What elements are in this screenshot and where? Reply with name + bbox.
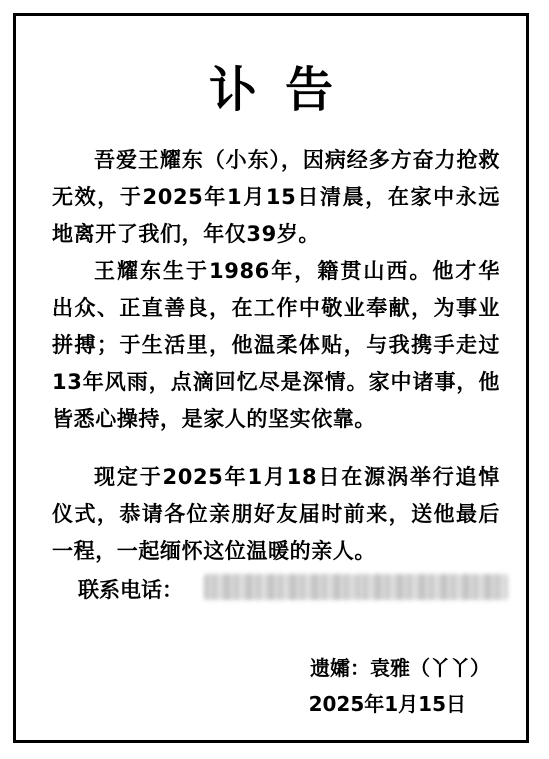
paragraph-memorial-service: 现定于2025年1月18日在源涡举行追悼仪式，恭请各位亲朋好友届时前来，送他最后一程，一起缅怀这位温暖的亲人。 [52, 465, 500, 563]
notice-date: 2025年1月15日 [308, 692, 466, 716]
notice-title: 讣告 [208, 62, 361, 118]
obituary-notice [13, 13, 529, 743]
contact-label: 联系电话： [78, 577, 183, 602]
paragraph-announcement: 吾爱王耀东（小东），因病经多方奋力抢救无效，于2025年1月15日清晨，在家中永远地离开了我们，年仅39岁。 [52, 148, 500, 246]
redacted-phone-number [355, 574, 508, 600]
signature: 遗孀：袁雅（丫丫） [310, 656, 490, 680]
redacted-phone-number [204, 574, 356, 600]
paragraph-biography: 王耀东生于1986年，籍贯山西。他才华出众、正直善良，在工作中敬业奉献，为事业拼搏；于生活里，他温柔体贴，与我携手走过13年风雨，点滴回忆尽是深情。家中诸事，他皆悉心操持，是家人的坚实依靠。 [52, 259, 500, 431]
